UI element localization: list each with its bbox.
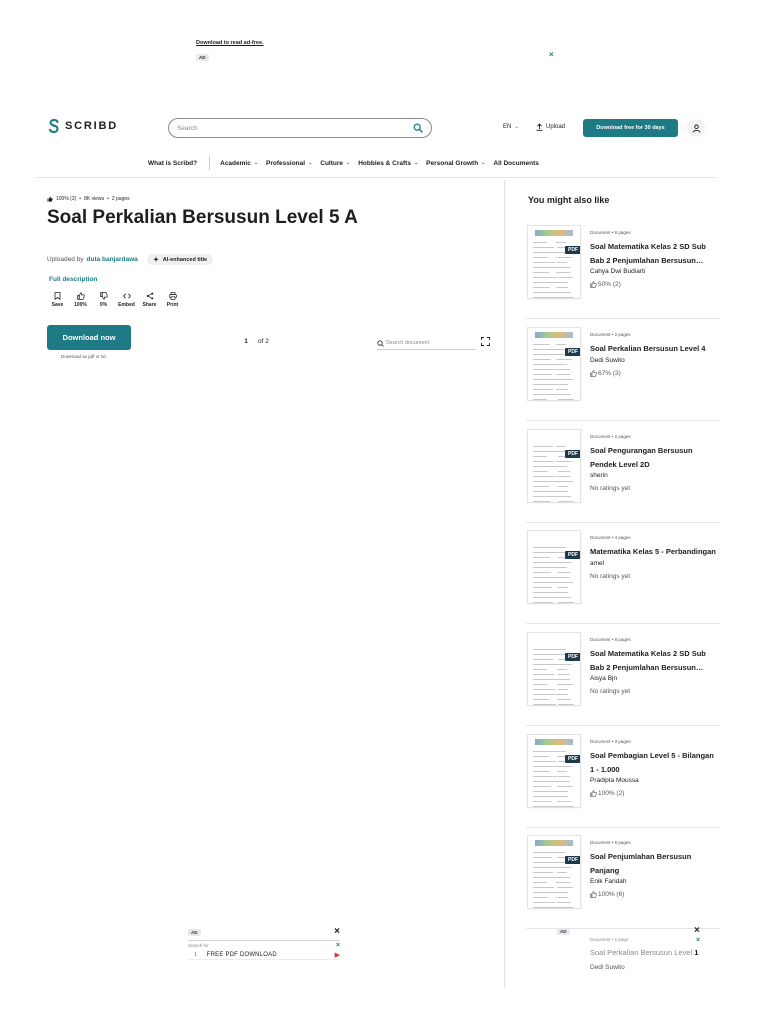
ad-close-icon[interactable]: × (549, 50, 554, 59)
document-thumbnail[interactable] (528, 328, 580, 400)
download-format-note: Download as pdf or txt (61, 354, 106, 359)
download-now-button[interactable]: Download now (47, 325, 131, 350)
download-free-trial-button[interactable]: Download free for 30 days (583, 119, 678, 137)
chevron-down-icon: ⌄ (346, 160, 351, 166)
card-title[interactable]: Soal Matematika Kelas 2 SD Sub Bab 2 Penjumlahan Bersusun… (590, 242, 706, 265)
like-percent: 100% (74, 302, 87, 308)
page-total: of 2 (258, 338, 269, 345)
search-input[interactable] (168, 118, 432, 138)
document-actions (46, 292, 184, 308)
print-label: Print (166, 302, 179, 308)
card-meta: Document • 6 pages (590, 840, 631, 845)
arrow-right-icon: ▶ (334, 951, 340, 959)
card-meta: Document • 4 pages (590, 535, 631, 540)
card-title[interactable]: Soal Pengurangan Bersusun Pendek Level 2D (590, 446, 693, 469)
nav-all-documents[interactable]: All Documents (493, 159, 539, 167)
document-thumbnail[interactable] (528, 226, 580, 298)
pdf-badge: PDF (565, 755, 580, 763)
document-thumbnail[interactable] (528, 735, 580, 807)
category-nav (148, 156, 547, 170)
content-sidebar-divider (504, 180, 505, 988)
document-thumbnail[interactable] (528, 633, 580, 705)
thumbs-up-icon (77, 292, 85, 300)
full-description-link[interactable]: Full description (49, 276, 98, 283)
nav-professional[interactable]: Professional ⌄ (266, 159, 313, 167)
chevron-down-icon: ⌄ (481, 160, 486, 166)
search-icon[interactable] (413, 123, 423, 133)
nav-divider (209, 156, 210, 170)
card-title[interactable]: Soal Pembagian Level 5 - Bilangan 1 - 1.000 (590, 751, 714, 774)
ad-free-download-link[interactable]: Download to read ad-free. (196, 40, 264, 46)
language-label: EN (503, 124, 512, 130)
chevron-down-icon: ⌄ (413, 160, 419, 166)
save-button[interactable] (46, 292, 69, 308)
recommendation-card[interactable] (526, 421, 720, 523)
card-rating-text: No ratings yet (590, 485, 631, 492)
ad-result-number: 1 (194, 951, 197, 958)
card-rating (590, 281, 718, 288)
language-selector[interactable] (503, 124, 519, 130)
document-stats (47, 196, 130, 202)
sparkle-icon (153, 256, 160, 263)
bookmark-icon (54, 292, 61, 300)
embed-label: Embed (118, 302, 135, 308)
card-rating-text: No ratings yet (590, 688, 631, 695)
pdf-badge: PDF (565, 246, 580, 254)
chevron-down-icon: ⌄ (514, 124, 519, 130)
recommendation-card[interactable] (526, 827, 720, 929)
fullscreen-icon[interactable] (481, 337, 490, 346)
uploader-link[interactable]: duta banjardawa (86, 256, 138, 263)
printer-icon (169, 292, 177, 300)
card-meta: Document • 2 pages (590, 332, 631, 337)
card-rating (590, 370, 718, 377)
uploader-line (47, 254, 213, 265)
ad-result-item[interactable] (188, 950, 340, 960)
close-icon[interactable]: × (334, 926, 340, 937)
ad-search-for-label: Search for (188, 943, 209, 948)
ad-badge: AD (196, 54, 209, 61)
embed-button[interactable] (115, 292, 138, 308)
pdf-badge: PDF (565, 450, 580, 458)
card-rating (590, 688, 718, 695)
page-navigator (240, 338, 269, 345)
card-meta: Document • 2 pages (590, 434, 631, 439)
sidebar-ad-author: Dedi Suwito (590, 964, 625, 971)
nav-hobbies-crafts[interactable]: Hobbies & Crafts ⌄ (358, 159, 419, 167)
card-author: Aisya Bjn (590, 675, 618, 682)
thumbs-up-icon (47, 196, 53, 202)
card-meta: Document • 8 pages (590, 230, 631, 235)
card-rating (590, 891, 718, 898)
card-author: amel (590, 559, 605, 567)
document-thumbnail[interactable] (528, 836, 580, 908)
dislike-percent: 0% (99, 302, 108, 308)
pdf-badge: PDF (565, 348, 580, 356)
code-embed-icon (123, 292, 131, 300)
logo-text: SCRIBD (65, 120, 118, 132)
thumbnail-header-art (535, 230, 573, 236)
current-page-input[interactable]: 1 (244, 338, 248, 345)
ad-result-text: FREE PDF DOWNLOAD (206, 951, 277, 958)
card-title[interactable]: Matematika Kelas 5 - Perbandingan (590, 547, 716, 556)
pdf-badge: PDF (565, 856, 580, 864)
card-author: Enik Faridah (590, 878, 627, 885)
document-thumbnail[interactable] (528, 531, 580, 603)
sidebar-ad-title[interactable]: Soal Perkalian Bersusun Level 1 (590, 948, 699, 957)
document-search-input[interactable] (377, 337, 476, 350)
thumbs-up-icon (590, 891, 597, 898)
recommendation-card[interactable] (526, 624, 720, 726)
document-search-placeholder: Search document (386, 340, 430, 346)
sidebar-ad-meta: Document • 1 page (590, 937, 629, 942)
uploaded-by-label: Uploaded by (47, 256, 84, 263)
document-thumbnail[interactable] (528, 430, 580, 502)
card-rating-text: 100% (6) (598, 891, 625, 898)
nav-personal-growth[interactable]: Personal Growth ⌄ (426, 159, 486, 167)
search-icon (377, 340, 384, 347)
share-button[interactable] (138, 292, 161, 308)
user-account-icon[interactable] (687, 119, 705, 137)
search-placeholder: Search (177, 124, 198, 132)
card-author: Pradipta Moussa (590, 777, 639, 784)
card-title[interactable]: Soal Matematika Kelas 2 SD Sub Bab 2 Penjumlahan Bersusun… (590, 649, 706, 672)
ad-choices-close-icon[interactable]: × (696, 937, 701, 944)
card-rating-text: 67% (3) (598, 369, 621, 377)
nav-what-is-scribd[interactable]: What is Scribd? (148, 159, 198, 167)
thumbnail-header-art (535, 332, 573, 338)
nav-culture[interactable]: Culture ⌄ (320, 159, 351, 167)
card-title[interactable]: Soal Penjumlahan Bersusun Panjang (590, 852, 692, 875)
card-author: sherin (590, 472, 608, 479)
recommendation-card[interactable] (526, 217, 720, 319)
pdf-badge: PDF (565, 551, 580, 559)
thumbnail-header-art (535, 739, 573, 745)
card-rating-text: 100% (2) (598, 790, 625, 797)
print-button[interactable] (161, 292, 184, 308)
rating-text: 100% (2) (56, 196, 77, 202)
document-title: Soal Perkalian Bersusun Level 5 A (47, 207, 358, 228)
pages-text: 2 pages (111, 196, 130, 202)
bottom-ad (188, 927, 340, 960)
recommendation-card[interactable] (526, 319, 720, 421)
ai-enhanced-label: AI-enhanced title (162, 256, 208, 263)
close-icon[interactable]: × (694, 925, 700, 936)
thumbs-up-icon (590, 790, 597, 797)
share-label: Share (142, 302, 157, 308)
card-title[interactable]: Soal Perkalian Bersusun Level 4 (590, 344, 706, 353)
chevron-down-icon: ⌄ (308, 160, 313, 166)
like-button[interactable] (69, 292, 92, 308)
pdf-badge: PDF (565, 653, 580, 661)
nav-academic[interactable]: Academic ⌄ (220, 159, 259, 167)
separator-dot: • (107, 196, 109, 202)
sidebar-title: You might also like (528, 195, 610, 205)
card-rating-text: No ratings yet (590, 572, 631, 580)
ad-choices-close-icon[interactable]: × (335, 942, 340, 949)
separator-dot: • (79, 196, 82, 202)
ai-enhanced-badge[interactable] (147, 254, 213, 265)
upload-label: Upload (546, 124, 566, 130)
card-rating-text: 50% (2) (598, 281, 621, 288)
scribd-logo[interactable] (48, 119, 118, 133)
ad-badge: AD (557, 928, 570, 935)
thumbs-down-icon (100, 292, 108, 300)
ad-badge: AD (188, 929, 201, 936)
scribd-logo-icon (48, 119, 60, 133)
upload-icon (536, 123, 543, 131)
card-meta: Document • 8 pages (590, 637, 631, 642)
recommendation-card[interactable] (526, 522, 720, 624)
card-rating (590, 485, 718, 492)
views-text: 8K views (84, 196, 105, 202)
card-rating (590, 573, 718, 580)
card-author: Cahya Dwi Budiarti (590, 268, 646, 275)
ad-divider (188, 940, 340, 941)
card-author: Dedi Suwito (590, 356, 625, 364)
thumbs-up-icon (590, 370, 597, 377)
chevron-down-icon: ⌄ (253, 160, 259, 166)
share-icon (146, 292, 154, 300)
thumbs-up-icon (590, 281, 597, 288)
upload-button[interactable] (536, 123, 565, 131)
thumbnail-header-art (535, 840, 573, 846)
recommendation-card[interactable] (526, 726, 720, 828)
save-label: Save (51, 302, 64, 308)
dislike-button[interactable] (92, 292, 115, 308)
card-rating (590, 790, 718, 797)
card-meta: Document • 3 pages (590, 739, 631, 744)
